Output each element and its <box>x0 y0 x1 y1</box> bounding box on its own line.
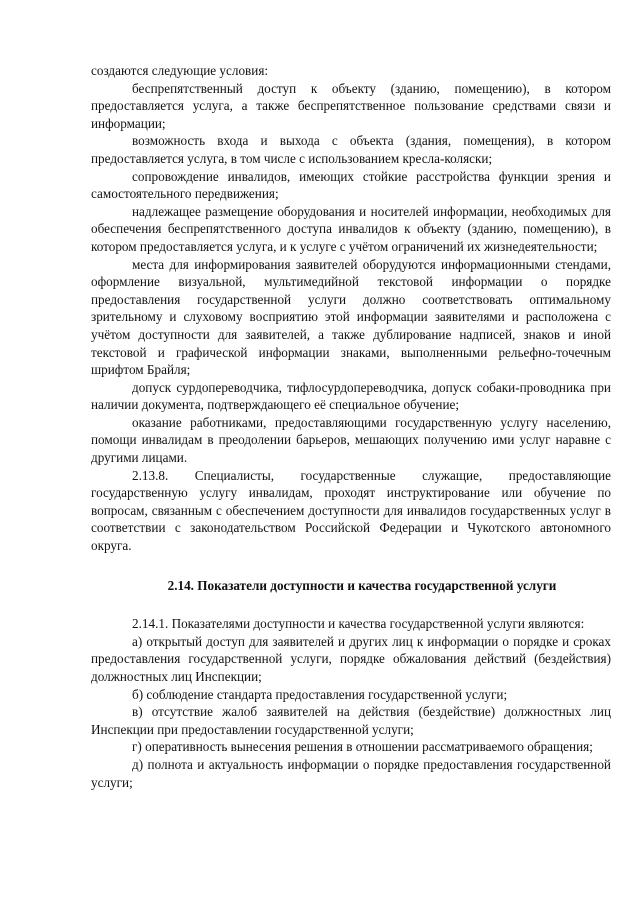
paragraph: допуск сурдопереводчика, тифлосурдопереводчика, допуск собаки-проводника при наличии документа, подтверждающего её специальное обучение; <box>91 379 611 413</box>
section-heading: 2.14. Показатели доступности и качества государственной услуги <box>167 577 557 593</box>
paragraph: сопровождение инвалидов, имеющих стойкие расстройства функции зрения и самостоятельного передвижения; <box>91 168 611 202</box>
list-item: а) открытый доступ для заявителей и других лиц к информации о порядке и сроках предоставления государственной услуги, порядке обжалования действий (бездействия) должностных лиц Инспекции; <box>91 633 611 684</box>
list-item: в) отсутствие жалоб заявителей на действия (бездействие) должностных лиц Инспекции при предоставлении государственной услуги; <box>91 704 611 737</box>
paragraph: надлежащее размещение оборудования и носителей информации, необходимых для обеспечения беспрепятственного доступа инвалидов к объекту (зданию, помещению), в котором предоставляется услуга, и к услуге с учётом ограничений их жизнедеятельности; <box>91 203 611 254</box>
paragraph: возможность входа и выхода с объекта (здания, помещения), в котором предоставляется услуга, в том числе с использованием кресла-коляски; <box>91 133 611 166</box>
paragraphs-before <box>91 62 611 555</box>
paragraph: места для информирования заявителей оборудуются информационными стендами, оформление визуальной, мультимедийной текстовой информации о порядке предоставления государственной услуги должно соответствовать оптимальному зрительному и слуховому восприятию этой информации заявителями и расположена с учётом доступности для заявителей, а также дублирование надписей, знаков и иной текстовой и графической информации знаками, выполненными рельефно-точечным шрифтом Брайля; <box>91 256 611 378</box>
paragraph: создаются следующие условия: <box>91 63 269 78</box>
paragraph: 2.14.1. Показателями доступности и качества государственной услуги являются: <box>132 616 585 632</box>
paragraph: беспрепятственный доступ к объекту (зданию, помещению), в котором предоставляется услуга, а также беспрепятственное пользование средствами связи и информации; <box>91 80 611 131</box>
list-item: д) полнота и актуальность информации о порядке предоставления государственной услуги; <box>91 756 611 790</box>
paragraph: 2.13.8. Специалисты, государственные служащие, предоставляющие государственную услугу инвалидам, проходят инструктирование или обучение по вопросам, связанным с обеспечением доступности для инвалидов государственных услуг в соответствии с законодательством Российской Федерации и Чукотского автономного округа. <box>91 467 611 554</box>
paragraph: оказание работниками, предоставляющими государственную услугу населению, помощи инвалидам в преодолении барьеров, мешающих получению ими услуг наравне с другими лицами. <box>91 414 611 466</box>
list-item: г) оперативность вынесения решения в отношении рассматриваемого обращения; <box>132 739 593 755</box>
paragraphs-after <box>91 615 611 791</box>
list-item: б) соблюдение стандарта предоставления государственной услуги; <box>132 686 508 702</box>
